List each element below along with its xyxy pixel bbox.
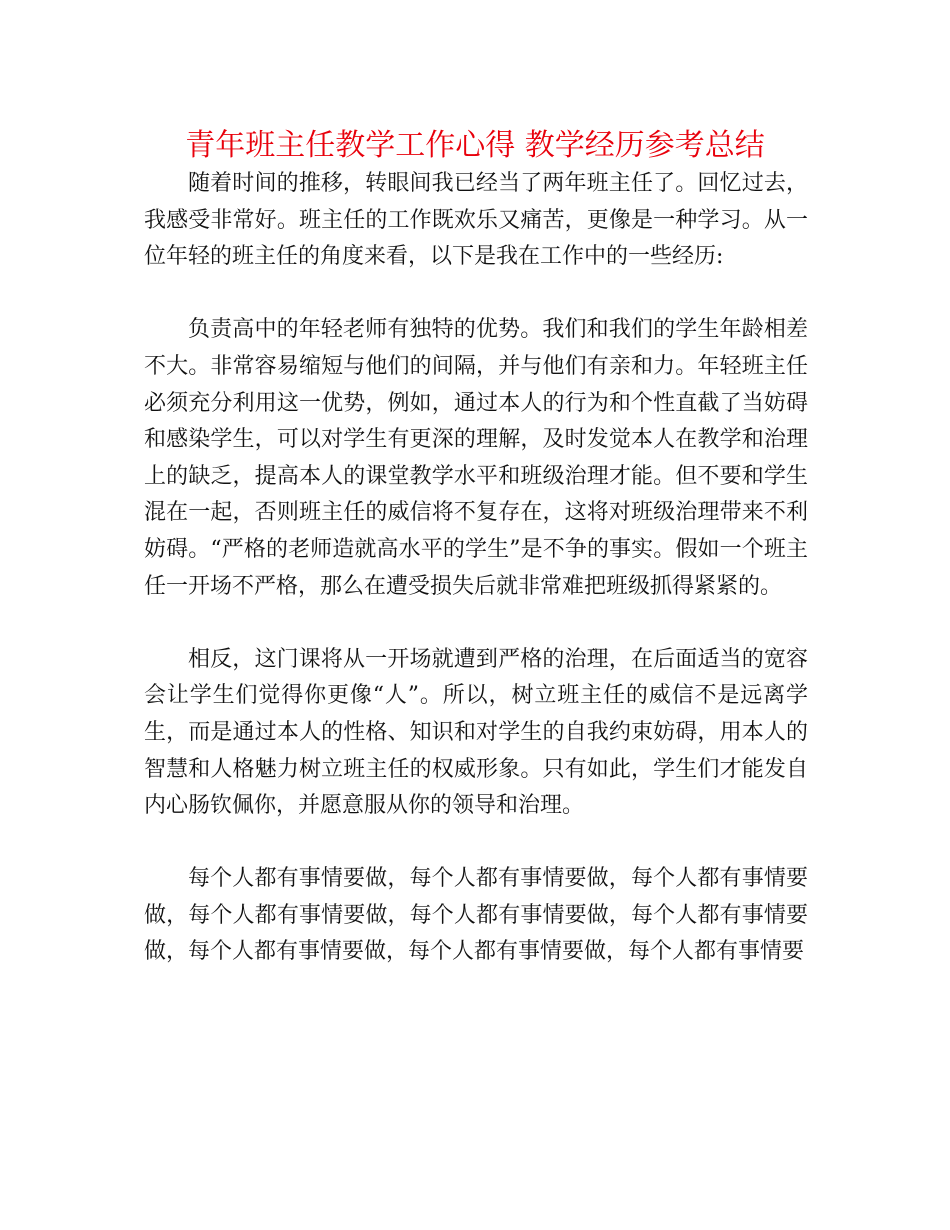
paragraph-1: 随着时间的推移，转眼间我已经当了两年班主任了。回忆过去，我感受非常好。班主任的工作既欢乐又痛苦，更像是一种学习。从一位年轻的班主任的角度来看，以下是我在工作中的一些经历: [144,171,808,270]
paragraph-3: 相反，这门课将从一开场就遭到严格的治理，在后面适当的宽容会让学生们觉得你更像“人”。所以，树立班主任的威信不是远离学生，而是通过本人的性格、知识和对学生的自我约束妨碍，用本人的智慧和人格魅力树立班主任的权威形象。只有如此，学生们才能发自内心肠钦佩你，并愿意服从你的领导和治理。 [144,646,808,819]
paragraph-4: 每个人都有事情要做，每个人都有事情要做，每个人都有事情要做，每个人都有事情要做，每个人都有事情要做，每个人都有事情要做，每个人都有事情要做，每个人都有事情要做，每个人都有事情要 [144,866,808,965]
document-body [144,166,808,971]
document-title: 青年班主任教学工作心得 教学经历参考总结 [185,128,765,163]
paragraph-2: 负责高中的年轻老师有独特的优势。我们和我们的学生年龄相差不大。非常容易缩短与他们的间隔，并与他们有亲和力。年轻班主任必须充分利用这一优势，例如，通过本人的行为和个性直截了当妨碍和感染学生，可以对学生有更深的理解，及时发觉本人在教学和治理上的缺乏，提高本人的课堂教学水平和班级治理才能。但不要和学生混在一起，否则班主任的威信将不复存在，这将对班级治理带来不利妨碍。“严格的老师造就高水平的学生”是不争的事实。假如一个班主任一开场不严格，那么在遭受损失后就非常难把班级抓得紧紧的。 [144,317,808,599]
